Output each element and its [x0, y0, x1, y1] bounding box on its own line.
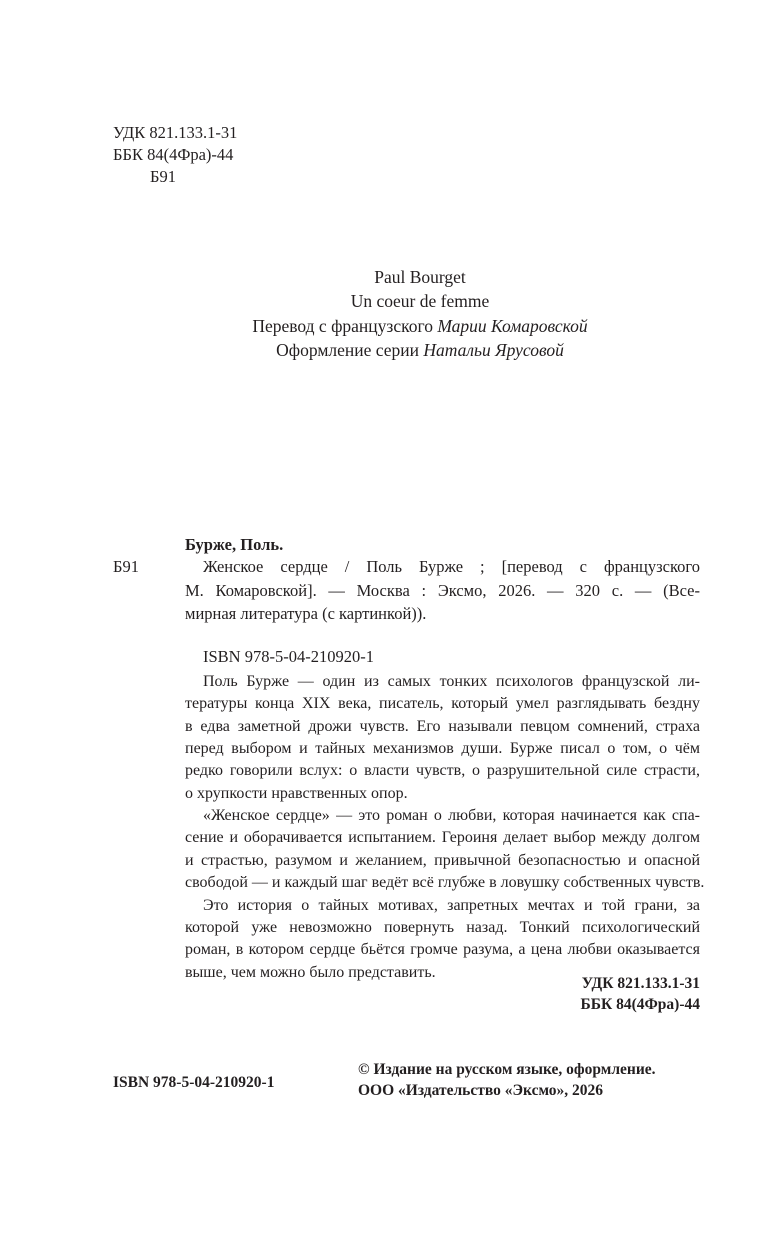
footer-udk: УДК 821.133.1-31: [581, 975, 700, 992]
udk-code: УДК 821.133.1-31: [113, 123, 238, 142]
annotation-line: в едва заметной дрожи чувств. Его называли певцом сомнений, страха: [185, 717, 700, 735]
translation-prefix: Перевод с французского: [252, 316, 433, 336]
catalog-heading: Бурже, Поль.: [185, 535, 284, 554]
author-sign: Б91: [150, 167, 176, 186]
annotation-line: роман, в котором сердце бьётся громче разума, а цена любви оказывается: [185, 941, 700, 959]
annotation-line: тературы конца XIX века, писатель, который умел разглядывать бездну: [185, 695, 700, 713]
annotation-line: о хрупкости нравственных опор.: [185, 784, 408, 802]
catalog-isbn: ISBN 978-5-04-210920-1: [203, 647, 374, 666]
annotation-line: свободой — и каждый шаг ведёт всё глубже в ловушку собственных чувств.: [185, 874, 705, 892]
original-title: Un coeur de femme: [350, 291, 490, 311]
designer-name: Натальи Ярусовой: [423, 340, 564, 360]
catalog-sign: Б91: [113, 557, 139, 576]
annotation-line: Это история о тайных мотивах, запретных мечтах и той грани, за: [203, 896, 700, 914]
catalog-line: Женское сердце / Поль Бурже ; [перевод с французского: [203, 557, 700, 576]
catalog-line: мирная литература (с картинкой)).: [185, 604, 427, 623]
design-credit: [120, 338, 720, 362]
catalog-line: М. Комаровской]. — Москва : Эксмо, 2026. — 320 с. — (Все-: [185, 581, 700, 600]
annotation-line: и страстью, разумом и желанием, привычной безопасностью и опасной: [185, 851, 700, 869]
copyright-line: ООО «Издательство «Эксмо», 2026: [358, 1082, 604, 1099]
annotation-line: сение и оборачивается испытанием. Героиня делает выбор между долгом: [185, 829, 700, 847]
translation-credit: [120, 314, 720, 338]
bbk-code: ББК 84(4Фра)-44: [113, 145, 234, 164]
annotation-line: выше, чем можно было представить.: [185, 963, 436, 981]
footer-bbk: ББК 84(4Фра)-44: [580, 996, 700, 1013]
translator-name: Марии Комаровской: [437, 316, 588, 336]
original-author: Paul Bourget: [374, 267, 466, 287]
design-prefix: Оформление серии: [276, 340, 420, 360]
annotation-line: которой уже невозможно повернуть назад. Тонкий психологический: [185, 918, 700, 936]
annotation-line: редко говорили вслух: о власти чувств, о разрушительной силе страсти,: [185, 762, 700, 780]
annotation-line: перед выбором и тайных механизмов души. Бурже писал о том, о чём: [185, 740, 700, 758]
copyright-line: © Издание на русском языке, оформление.: [358, 1061, 656, 1078]
annotation-line: Поль Бурже — один из самых тонких психологов французской ли-: [203, 673, 700, 690]
annotation-line: «Женское сердце» — это роман о любви, которая начинается как спа-: [203, 807, 700, 825]
footer-isbn: ISBN 978-5-04-210920-1: [113, 1074, 275, 1091]
